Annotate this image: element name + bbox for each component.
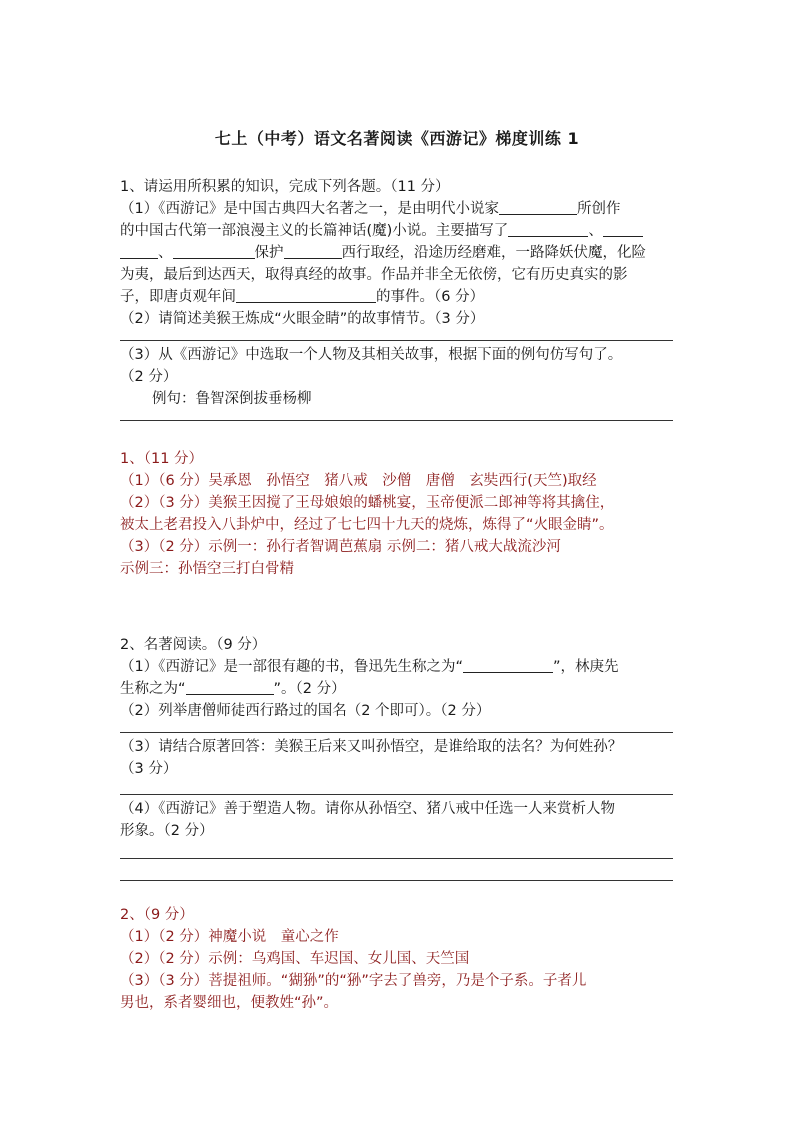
q2-part3-line2: （3 分） bbox=[120, 761, 178, 777]
a1-line2: （2）（3 分）美猴王因搅了王母娘娘的蟠桃宴，玉帝便派二郎神等将其擒住， bbox=[120, 495, 615, 511]
a1-line3: 被太上老君投入八卦炉中，经过了七七四十九天的烧炼，炼得了“火眼金睛”。 bbox=[120, 517, 614, 533]
answer-line[interactable] bbox=[120, 858, 673, 859]
blank-author[interactable] bbox=[499, 200, 577, 215]
q1-example: 例句：鲁智深倒拔垂杨柳 bbox=[152, 391, 312, 407]
blank-character-4[interactable] bbox=[284, 244, 342, 259]
q2-part2: （2）列举唐僧师徒西行路过的国名（2 个即可）。（2 分） bbox=[120, 703, 491, 719]
q2-heading: 2、名著阅读。（9 分） bbox=[120, 637, 267, 653]
answer-line[interactable] bbox=[120, 732, 673, 733]
a2-line4: 男也，系者婴细也，便教姓“孙”。 bbox=[120, 995, 339, 1011]
q1-part1-line4: 为夷，最后到达西天，取得真经的故事。作品并非全无依傍，它有历史真实的影 bbox=[120, 267, 628, 283]
q1-part1-line2: 的中国古代第一部浪漫主义的长篇神话(魔)小说。主要描写了 、 bbox=[120, 220, 680, 242]
q1-part1-line3: 、 保护 西行取经，沿途历经磨难，一路降妖伏魔，化险 bbox=[120, 242, 680, 264]
a2-line2: （2）（2 分）示例：乌鸡国、车迟国、女儿国、天竺国 bbox=[120, 951, 470, 967]
blank-character-2a[interactable] bbox=[603, 222, 643, 237]
a2-heading: 2、（9 分） bbox=[120, 907, 194, 923]
blank-lu-xun-term[interactable] bbox=[463, 658, 553, 673]
blank-lin-geng-term[interactable] bbox=[186, 680, 274, 695]
q2-part4-line1: （4）《西游记》善于塑造人物。请你从孙悟空、猪八戒中任选一人来赏析人物 bbox=[120, 801, 615, 817]
q1-part1-line1: （1）《西游记》是中国古典四大名著之一，是由明代小说家 所创作 bbox=[120, 201, 621, 217]
q1-part2: （2）请简述美猴王炼成“火眼金睛”的故事情节。（3 分） bbox=[120, 311, 485, 327]
a1-line5: 示例三：孙悟空三打白骨精 bbox=[120, 561, 294, 577]
blank-character-3[interactable] bbox=[173, 244, 255, 259]
q2-part3-line1: （3）请结合原著回答：美猴王后来又叫孙悟空，是谁给取的法名？为何姓孙？ bbox=[120, 739, 623, 755]
a2-line1: （1）（2 分）神魔小说 童心之作 bbox=[120, 929, 339, 945]
q1-part3-line2: （2 分） bbox=[120, 369, 178, 385]
answer-line[interactable] bbox=[120, 794, 673, 795]
answer-line[interactable] bbox=[120, 880, 673, 881]
answer-line[interactable] bbox=[120, 340, 673, 341]
blank-character-2b[interactable] bbox=[120, 244, 158, 259]
q1-heading: 1、请运用所积累的知识，完成下列各题。（11 分） bbox=[120, 179, 450, 195]
q2-part1-line2: 生称之为“ ”。（2 分） bbox=[120, 681, 346, 697]
q2-part1-line1: （1）《西游记》是一部很有趣的书，鲁迅先生称之为“ ”，林庚先 bbox=[120, 659, 619, 675]
q2-part4-line2: 形象。（2 分） bbox=[120, 823, 214, 839]
q1-part1-line5: 子，即唐贞观年间 的事件。（6 分） bbox=[120, 289, 485, 305]
a2-line3: （3）（3 分）菩提祖师。“猢狲”的“狲”字去了兽旁，乃是个子系。子者儿 bbox=[120, 973, 587, 989]
answer-line[interactable] bbox=[120, 420, 673, 421]
a1-line1: （1）（6 分）吴承恩 孙悟空 猪八戒 沙僧 唐僧 玄奘西行(天竺)取经 bbox=[120, 473, 597, 489]
page-title: 七上（中考）语文名著阅读《西游记》梯度训练 1 bbox=[214, 129, 580, 148]
blank-historical-event[interactable] bbox=[236, 288, 376, 303]
q1-part3-line1: （3）从《西游记》中选取一个人物及其相关故事，根据下面的例句仿写句了。 bbox=[120, 347, 623, 363]
a1-heading: 1、（11 分） bbox=[120, 451, 204, 467]
a1-line4: （3）（2 分）示例一：孙行者智调芭蕉扇 示例二：猪八戒大战流沙河 bbox=[120, 539, 561, 555]
blank-character-1[interactable] bbox=[508, 222, 588, 237]
